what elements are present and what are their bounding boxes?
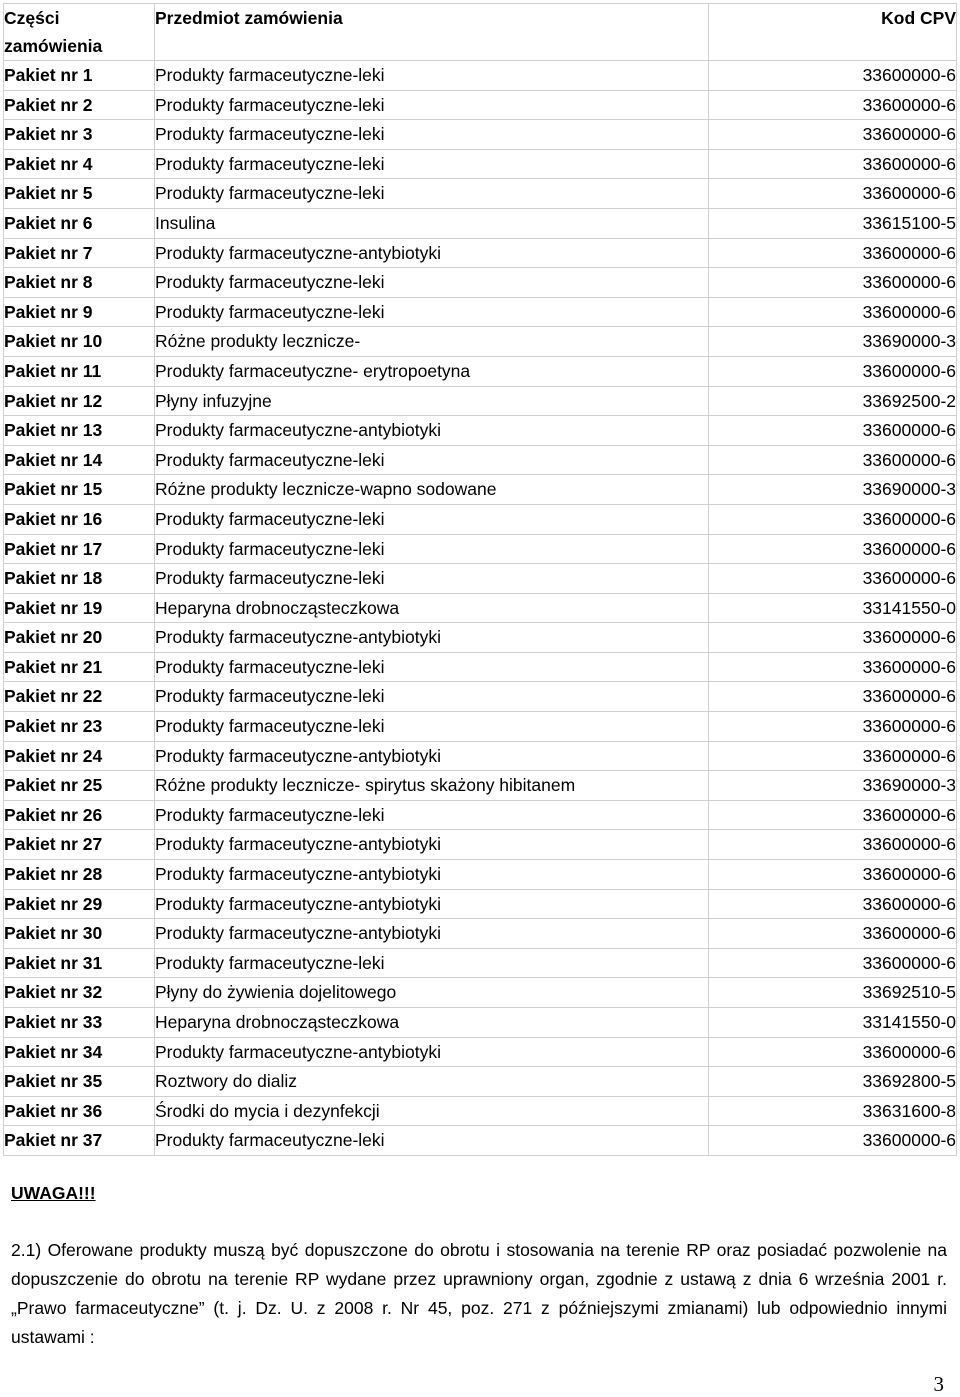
subject-cell: Produkty farmaceutyczne-antybiotyki — [155, 416, 709, 446]
part-name-cell: Pakiet nr 5 — [4, 179, 155, 209]
cpv-code-cell: 33692500-2 — [709, 386, 957, 416]
subject-cell: Produkty farmaceutyczne-antybiotyki — [155, 238, 709, 268]
cpv-code-cell: 33600000-6 — [709, 948, 957, 978]
part-name-cell: Pakiet nr 37 — [4, 1126, 155, 1156]
table-row — [4, 919, 957, 949]
subject-cell: Różne produkty lecznicze-wapno sodowane — [155, 475, 709, 505]
part-name-cell: Pakiet nr 3 — [4, 120, 155, 150]
part-name-cell: Pakiet nr 10 — [4, 327, 155, 357]
part-name-cell: Pakiet nr 7 — [4, 238, 155, 268]
header-cpv: Kod CPV — [709, 4, 957, 61]
table-row — [4, 1037, 957, 1067]
table-row — [4, 1067, 957, 1097]
cpv-code-cell: 33600000-6 — [709, 682, 957, 712]
cpv-code-cell: 33692800-5 — [709, 1067, 957, 1097]
subject-cell: Produkty farmaceutyczne-antybiotyki — [155, 741, 709, 771]
part-name-cell: Pakiet nr 27 — [4, 830, 155, 860]
header-subject: Przedmiot zamówienia — [155, 4, 709, 61]
cpv-code-cell: 33600000-6 — [709, 1126, 957, 1156]
subject-cell: Produkty farmaceutyczne-antybiotyki — [155, 860, 709, 890]
table-row — [4, 445, 957, 475]
table-row — [4, 534, 957, 564]
table-row — [4, 1126, 957, 1156]
table-row — [4, 593, 957, 623]
part-name-cell: Pakiet nr 15 — [4, 475, 155, 505]
cpv-code-cell: 33600000-6 — [709, 416, 957, 446]
cpv-code-cell: 33615100-5 — [709, 208, 957, 238]
table-row — [4, 475, 957, 505]
part-name-cell: Pakiet nr 4 — [4, 149, 155, 179]
table-row — [4, 268, 957, 298]
table-row — [4, 830, 957, 860]
part-name-cell: Pakiet nr 25 — [4, 771, 155, 801]
subject-cell: Produkty farmaceutyczne-leki — [155, 682, 709, 712]
subject-cell: Produkty farmaceutyczne-leki — [155, 534, 709, 564]
subject-cell: Produkty farmaceutyczne-leki — [155, 179, 709, 209]
part-name-cell: Pakiet nr 9 — [4, 297, 155, 327]
cpv-code-cell: 33690000-3 — [709, 771, 957, 801]
table-row — [4, 416, 957, 446]
table-row — [4, 860, 957, 890]
subject-cell: Środki do mycia i dezynfekcji — [155, 1096, 709, 1126]
subject-cell: Różne produkty lecznicze- spirytus skażony hibitanem — [155, 771, 709, 801]
part-name-cell: Pakiet nr 17 — [4, 534, 155, 564]
cpv-code-cell: 33690000-3 — [709, 475, 957, 505]
subject-cell: Produkty farmaceutyczne-leki — [155, 90, 709, 120]
cpv-code-cell: 33600000-6 — [709, 297, 957, 327]
part-name-cell: Pakiet nr 20 — [4, 623, 155, 653]
part-name-cell: Pakiet nr 2 — [4, 90, 155, 120]
notice-paragraph: 2.1) Oferowane produkty muszą być dopuszczone do obrotu i stosowania na terenie RP oraz posiadać pozwolenie na dopuszczenie do obrotu na terenie RP wydane przez uprawniony organ, zgodnie z ustawą z dnia 6 września 2001 r. „Prawo farmaceutyczne” (t. j. Dz. U. z 2008 r. Nr 45, poz. 271 z późniejszymi zmianami) lub odpowiednio innymi ustawami : — [11, 1240, 947, 1347]
part-name-cell: Pakiet nr 33 — [4, 1008, 155, 1038]
table-row — [4, 741, 957, 771]
cpv-code-cell: 33600000-6 — [709, 534, 957, 564]
cpv-code-cell: 33600000-6 — [709, 268, 957, 298]
table-row — [4, 238, 957, 268]
cpv-code-cell: 33600000-6 — [709, 919, 957, 949]
cpv-code-cell: 33600000-6 — [709, 800, 957, 830]
subject-cell: Produkty farmaceutyczne-leki — [155, 948, 709, 978]
part-name-cell: Pakiet nr 22 — [4, 682, 155, 712]
part-name-cell: Pakiet nr 6 — [4, 208, 155, 238]
subject-cell: Produkty farmaceutyczne- erytropoetyna — [155, 356, 709, 386]
part-name-cell: Pakiet nr 21 — [4, 652, 155, 682]
subject-cell: Różne produkty lecznicze- — [155, 327, 709, 357]
table-row — [4, 652, 957, 682]
subject-cell: Produkty farmaceutyczne-leki — [155, 297, 709, 327]
subject-cell: Heparyna drobnocząsteczkowa — [155, 593, 709, 623]
subject-cell: Produkty farmaceutyczne-leki — [155, 504, 709, 534]
cpv-code-cell: 33600000-6 — [709, 179, 957, 209]
cpv-code-cell: 33600000-6 — [709, 149, 957, 179]
cpv-code-cell: 33600000-6 — [709, 623, 957, 653]
part-name-cell: Pakiet nr 23 — [4, 712, 155, 742]
part-name-cell: Pakiet nr 26 — [4, 800, 155, 830]
subject-cell: Produkty farmaceutyczne-leki — [155, 712, 709, 742]
part-name-cell: Pakiet nr 19 — [4, 593, 155, 623]
subject-cell: Produkty farmaceutyczne-leki — [155, 120, 709, 150]
table-row — [4, 771, 957, 801]
cpv-code-cell: 33600000-6 — [709, 504, 957, 534]
cpv-code-cell: 33600000-6 — [709, 120, 957, 150]
subject-cell: Produkty farmaceutyczne-antybiotyki — [155, 830, 709, 860]
cpv-code-cell: 33600000-6 — [709, 90, 957, 120]
cpv-code-cell: 33692510-5 — [709, 978, 957, 1008]
cpv-code-cell: 33141550-0 — [709, 593, 957, 623]
notice-heading: UWAGA!!! — [11, 1183, 96, 1203]
table-row — [4, 1008, 957, 1038]
cpv-code-cell: 33600000-6 — [709, 652, 957, 682]
table-row — [4, 623, 957, 653]
subject-cell: Produkty farmaceutyczne-antybiotyki — [155, 889, 709, 919]
cpv-code-cell: 33600000-6 — [709, 61, 957, 91]
table-header-row — [4, 4, 957, 61]
table-row — [4, 386, 957, 416]
subject-cell: Produkty farmaceutyczne-leki — [155, 564, 709, 594]
part-name-cell: Pakiet nr 30 — [4, 919, 155, 949]
table-row — [4, 90, 957, 120]
table-row — [4, 149, 957, 179]
part-name-cell: Pakiet nr 18 — [4, 564, 155, 594]
subject-cell: Płyny infuzyjne — [155, 386, 709, 416]
subject-cell: Insulina — [155, 208, 709, 238]
part-name-cell: Pakiet nr 13 — [4, 416, 155, 446]
part-name-cell: Pakiet nr 28 — [4, 860, 155, 890]
cpv-code-cell: 33600000-6 — [709, 356, 957, 386]
subject-cell: Produkty farmaceutyczne-leki — [155, 800, 709, 830]
subject-cell: Roztwory do dializ — [155, 1067, 709, 1097]
part-name-cell: Pakiet nr 12 — [4, 386, 155, 416]
subject-cell: Produkty farmaceutyczne-leki — [155, 268, 709, 298]
table-row — [4, 120, 957, 150]
part-name-cell: Pakiet nr 29 — [4, 889, 155, 919]
table-row — [4, 889, 957, 919]
part-name-cell: Pakiet nr 1 — [4, 61, 155, 91]
subject-cell: Heparyna drobnocząsteczkowa — [155, 1008, 709, 1038]
table-row — [4, 61, 957, 91]
cpv-code-cell: 33600000-6 — [709, 712, 957, 742]
subject-cell: Produkty farmaceutyczne-leki — [155, 445, 709, 475]
part-name-cell: Pakiet nr 11 — [4, 356, 155, 386]
part-name-cell: Pakiet nr 36 — [4, 1096, 155, 1126]
table-row — [4, 356, 957, 386]
table-row — [4, 504, 957, 534]
page-number: 3 — [933, 1372, 944, 1396]
subject-cell: Produkty farmaceutyczne-leki — [155, 1126, 709, 1156]
table-row — [4, 978, 957, 1008]
subject-cell: Produkty farmaceutyczne-antybiotyki — [155, 623, 709, 653]
table-row — [4, 800, 957, 830]
subject-cell: Produkty farmaceutyczne-leki — [155, 149, 709, 179]
cpv-code-cell: 33600000-6 — [709, 741, 957, 771]
cpv-code-cell: 33690000-3 — [709, 327, 957, 357]
cpv-code-cell: 33141550-0 — [709, 1008, 957, 1038]
parts-table — [3, 3, 957, 1156]
table-row — [4, 1096, 957, 1126]
cpv-code-cell: 33600000-6 — [709, 889, 957, 919]
header-parts: Części zamówienia — [4, 4, 155, 61]
table-row — [4, 682, 957, 712]
cpv-code-cell: 33600000-6 — [709, 445, 957, 475]
subject-cell: Produkty farmaceutyczne-leki — [155, 652, 709, 682]
cpv-code-cell: 33600000-6 — [709, 830, 957, 860]
table-row — [4, 564, 957, 594]
subject-cell: Produkty farmaceutyczne-leki — [155, 61, 709, 91]
subject-cell: Produkty farmaceutyczne-antybiotyki — [155, 1037, 709, 1067]
cpv-code-cell: 33631600-8 — [709, 1096, 957, 1126]
part-name-cell: Pakiet nr 16 — [4, 504, 155, 534]
part-name-cell: Pakiet nr 31 — [4, 948, 155, 978]
part-name-cell: Pakiet nr 14 — [4, 445, 155, 475]
table-row — [4, 327, 957, 357]
cpv-code-cell: 33600000-6 — [709, 564, 957, 594]
part-name-cell: Pakiet nr 32 — [4, 978, 155, 1008]
cpv-code-cell: 33600000-6 — [709, 1037, 957, 1067]
table-row — [4, 948, 957, 978]
table-row — [4, 208, 957, 238]
table-row — [4, 179, 957, 209]
part-name-cell: Pakiet nr 24 — [4, 741, 155, 771]
table-row — [4, 297, 957, 327]
table-row — [4, 712, 957, 742]
part-name-cell: Pakiet nr 35 — [4, 1067, 155, 1097]
part-name-cell: Pakiet nr 34 — [4, 1037, 155, 1067]
part-name-cell: Pakiet nr 8 — [4, 268, 155, 298]
cpv-code-cell: 33600000-6 — [709, 860, 957, 890]
cpv-code-cell: 33600000-6 — [709, 238, 957, 268]
subject-cell: Produkty farmaceutyczne-antybiotyki — [155, 919, 709, 949]
subject-cell: Płyny do żywienia dojelitowego — [155, 978, 709, 1008]
